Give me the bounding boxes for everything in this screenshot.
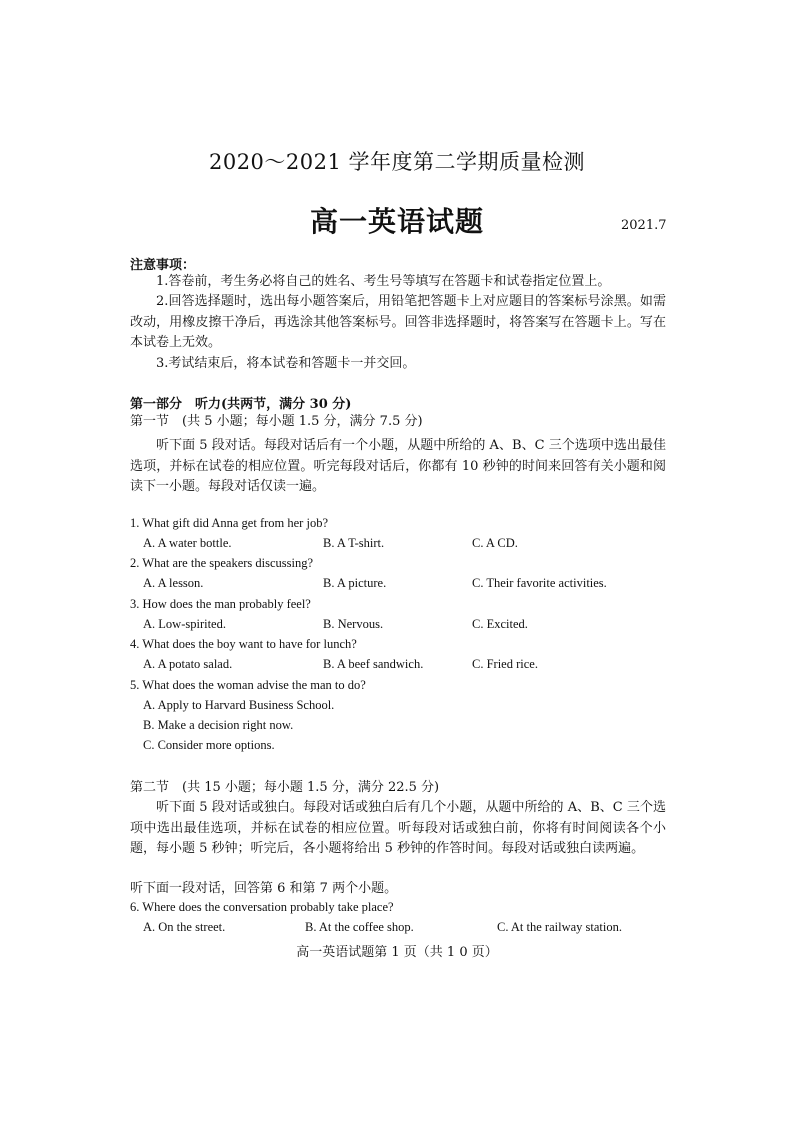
question-1: 1. What gift did Anna get from her job? xyxy=(130,516,328,530)
section1-instructions xyxy=(130,436,666,498)
question-3: 3. How does the man probably feel? xyxy=(130,597,311,611)
q3-option-b: B. Nervous. xyxy=(323,617,384,631)
dialogue-lead: 听下面一段对话，回答第 6 和第 7 两个小题。 xyxy=(130,881,398,896)
notice-item-3-text: 3.考试结束后，将本试卷和答题卡一并交回。 xyxy=(156,356,416,371)
q2-option-a: A. A lesson. xyxy=(143,576,204,590)
notice-item-3 xyxy=(130,354,666,375)
notice-item-2 xyxy=(130,292,666,354)
part1-heading: 第一部分 听力(共两节，满分 30 分) xyxy=(130,397,352,412)
q3-option-c: C. Excited. xyxy=(472,617,528,631)
exam-period-title: 2020～2021 学年度第二学期质量检测 xyxy=(208,150,586,174)
section2-instructions xyxy=(130,798,666,860)
notice-item-1-text: 1.答卷前，考生务必将自己的姓名、考生号等填写在答题卡和试卷指定位置上。 xyxy=(156,274,611,289)
q4-option-a: A. A potato salad. xyxy=(143,657,233,671)
section2-heading: 第二节 (共 15 小题；每小题 1.5 分，满分 22.5 分) xyxy=(130,780,440,795)
section1-heading: 第一节 (共 5 小题；每小题 1.5 分，满分 7.5 分) xyxy=(130,414,423,429)
notice-heading: 注意事项： xyxy=(130,258,196,273)
q1-option-c: C. A CD. xyxy=(472,536,518,550)
q2-option-b: B. A picture. xyxy=(323,576,387,590)
q6-option-a: A. On the street. xyxy=(143,920,226,934)
question-4: 4. What does the boy want to have for lunch? xyxy=(130,637,357,651)
q5-option-c: C. Consider more options. xyxy=(143,738,275,752)
q3-option-a: A. Low-spirited. xyxy=(143,617,226,631)
q1-option-b: B. A T-shirt. xyxy=(323,536,385,550)
q2-option-c: C. Their favorite activities. xyxy=(472,576,607,590)
notice-item-1 xyxy=(130,272,666,293)
q6-option-b: B. At the coffee shop. xyxy=(305,920,414,934)
q6-option-c: C. At the railway station. xyxy=(497,920,622,934)
section2-instructions-text: 听下面 5 段对话或独白。每段对话或独白后有几个小题，从题中所给的 A、B、C 三个选项中选出最佳选项，并标在试卷的相应位置。听每段对话或独白前，你将有时间阅读各个小题，每小题 5 秒钟；听完后，各小题将给出 5 秒钟的作答时间。每段对话或独白读两遍。 xyxy=(130,800,666,856)
exam-title: 高一英语试题 xyxy=(309,205,484,238)
q5-option-a: A. Apply to Harvard Business School. xyxy=(143,698,335,712)
question-2: 2. What are the speakers discussing? xyxy=(130,556,314,570)
section1-instructions-text: 听下面 5 段对话。每段对话后有一个小题，从题中所给的 A、B、C 三个选项中选出最佳选项，并标在试卷的相应位置。听完每段对话后，你都有 10 秒钟的时间来回答有关小题和阅读下一小题。每段对话仅读一遍。 xyxy=(130,438,666,494)
notice-item-2-text: 2.回答选择题时，选出每小题答案后，用铅笔把答题卡上对应题目的答案标号涂黑。如需改动，用橡皮擦干净后，再选涂其他答案标号。回答非选择题时，将答案写在答题卡上。写在本试卷上无效。 xyxy=(130,294,666,350)
q1-option-a: A. A water bottle. xyxy=(143,536,232,550)
question-5: 5. What does the woman advise the man to do? xyxy=(130,678,366,692)
q4-option-b: B. A beef sandwich. xyxy=(323,657,424,671)
q5-option-b: B. Make a decision right now. xyxy=(143,718,294,732)
question-6: 6. Where does the conversation probably take place? xyxy=(130,900,394,914)
q4-option-c: C. Fried rice. xyxy=(472,657,538,671)
exam-date: 2021.7 xyxy=(621,218,667,233)
page-footer: 高一英语试题第 1 页（共 1 0 页） xyxy=(296,945,498,960)
